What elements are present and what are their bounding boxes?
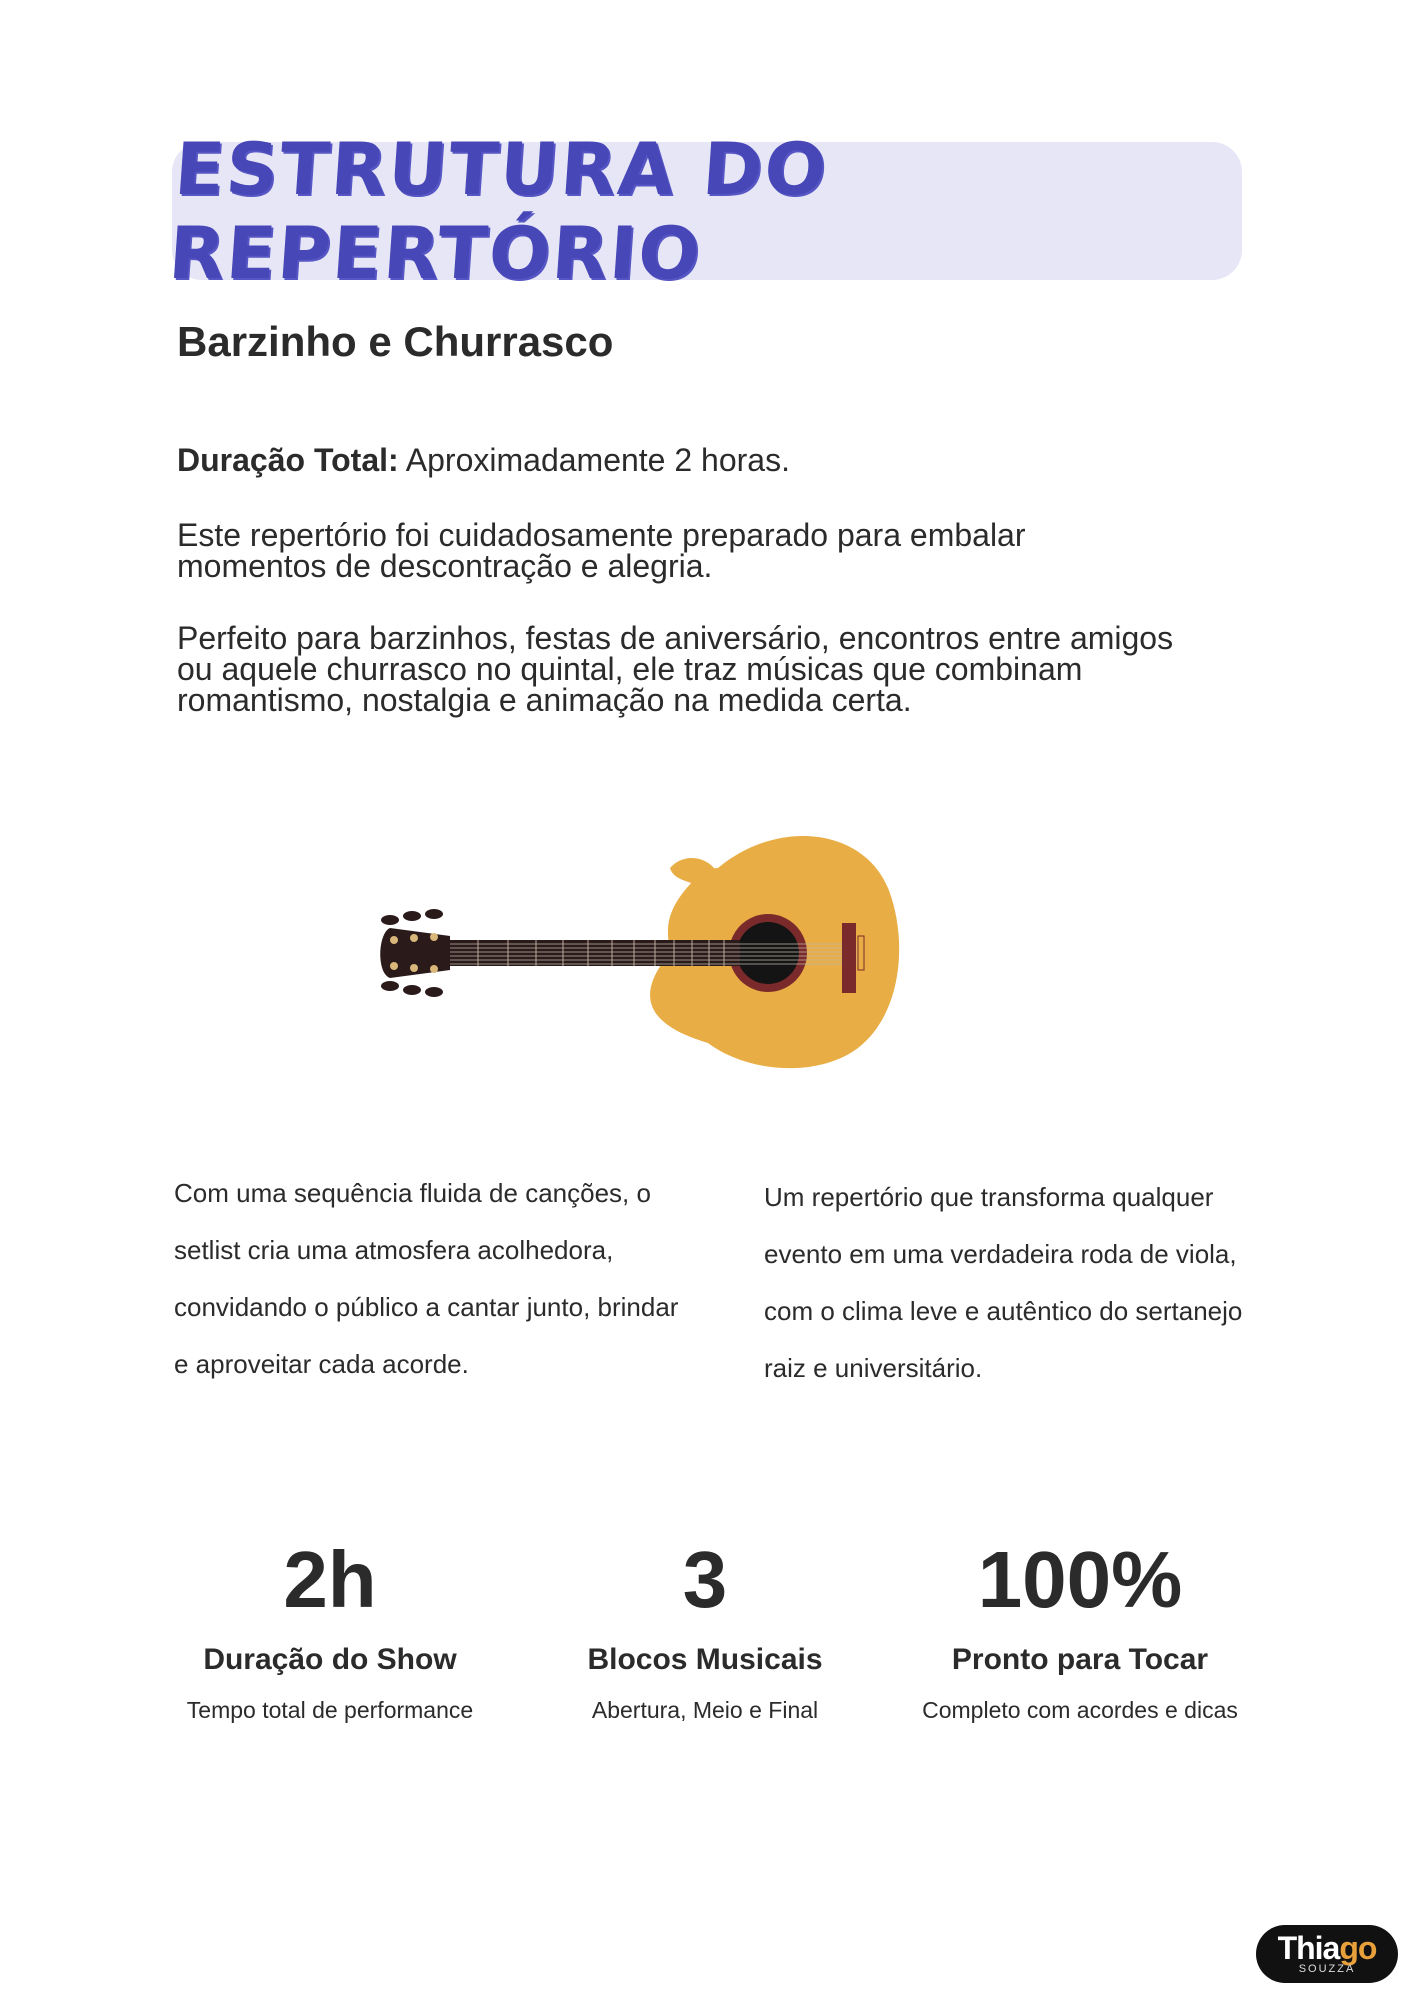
page-title: ESTRUTURA DO REPERTÓRIO bbox=[166, 127, 831, 295]
logo-text-a: Thia bbox=[1277, 1930, 1340, 1966]
stat-description: Completo com acordes e dicas bbox=[922, 1697, 1238, 1723]
acoustic-guitar-icon bbox=[368, 828, 988, 1078]
stat-label: Pronto para Tocar bbox=[951, 1643, 1209, 1676]
intro-paragraph-2: Perfeito para barzinhos, festas de aniversário, encontros entre amigos ou aquele churrasco no quintal, ele traz músicas que combinam romantismo, nostalgia e animação na medida certa. bbox=[177, 620, 1174, 718]
title-banner bbox=[166, 127, 1242, 295]
description-right: Um repertório que transforma qualquer evento em uma verdadeira roda de viola, com o clima leve e autêntico do sertanejo raiz e universitário. bbox=[764, 1182, 1243, 1383]
stat-value: 3 bbox=[682, 1535, 728, 1624]
stat-label: Duração do Show bbox=[203, 1643, 457, 1676]
stat-ready bbox=[890, 1535, 1270, 1724]
intro-paragraph-1: Este repertório foi cuidadosamente preparado para embalar momentos de descontração e alegria. bbox=[177, 517, 1026, 584]
stat-label: Blocos Musicais bbox=[587, 1643, 823, 1676]
stat-value: 100% bbox=[977, 1535, 1183, 1624]
duration-line bbox=[177, 442, 1177, 478]
description-left: Com uma sequência fluida de canções, o setlist cria uma atmosfera acolhedora, convidando o público a cantar junto, brindar e aproveitar cada acorde. bbox=[174, 1178, 679, 1379]
logo-text-b: go bbox=[1339, 1930, 1377, 1966]
logo-wordmark bbox=[1277, 1930, 1377, 1966]
duration-value: Aproximadamente 2 horas. bbox=[398, 442, 790, 478]
stat-description: Tempo total de performance bbox=[186, 1697, 474, 1723]
brand-logo bbox=[1256, 1925, 1398, 1983]
stat-description: Abertura, Meio e Final bbox=[591, 1697, 819, 1723]
duration-label: Duração Total: bbox=[177, 442, 399, 478]
logo-subtext: SOUZZA bbox=[1298, 1963, 1356, 1975]
stat-value: 2h bbox=[283, 1535, 377, 1624]
stat-blocks bbox=[515, 1535, 895, 1724]
stat-duration bbox=[140, 1535, 520, 1724]
page-subtitle: Barzinho e Churrasco bbox=[177, 318, 614, 365]
